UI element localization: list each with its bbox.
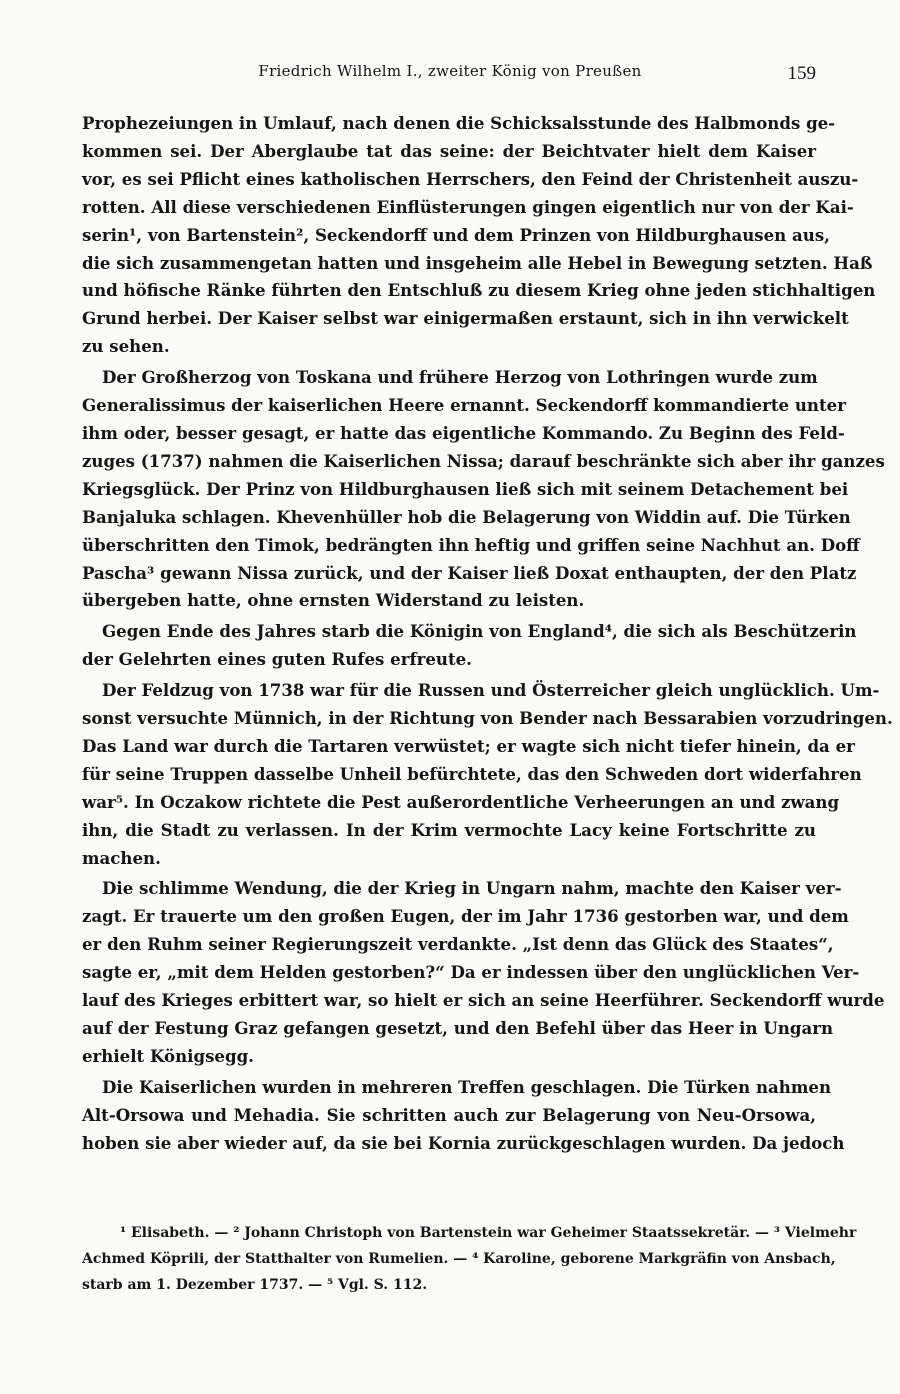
text-line: zagt. Er trauerte um den großen Eugen, der im Jahr 1736 gestorben war, und dem [82,906,849,927]
text-line: rotten. All diese verschiedenen Einflüsterungen gingen eigentlich nur von der Kai- [82,196,854,217]
paragraph [82,618,857,674]
text-line: der Gelehrten eines guten Rufes erfreute. [82,649,472,670]
text-line: war⁵. In Oczakow richtete die Pest außerordentliche Verheerungen an und zwang [82,791,840,812]
text-line: Der Feldzug von 1738 war für die Russen und Österreicher gleich unglücklich. Um- [102,680,880,701]
text-line: Generalissimus der kaiserlichen Heere ernannt. Seckendorff kommandierte unter [82,395,846,416]
text-line: Das Land war durch die Tartaren verwüstet; er wagte sich nicht tiefer hinein, da er [82,735,855,756]
text-line: Die Kaiserlichen wurden in mehreren Treffen geschlagen. Die Türken nahmen [102,1076,832,1097]
text-line: sagte er, „mit dem Helden gestorben?“ Da er indessen über den unglücklichen Ver- [82,962,860,983]
text-line: er den Ruhm seiner Regierungszeit verdankte. „Ist denn das Glück des Staates“, [82,934,834,955]
text-line: Banjaluka schlagen. Khevenhüller hob die Belagerung von Widdin auf. Die Türken [82,506,851,527]
text-line: überschritten den Timok, bedrängten ihn heftig und griffen seine Nachhut an. Doff [82,534,860,555]
text-line: serin¹, von Bartenstein², Seckendorff und dem Prinzen von Hildburghausen aus, [82,224,830,245]
paragraph [82,677,893,872]
text-line: zuges (1737) nahmen die Kaiserlichen Nissa; darauf beschränkte sich aber ihr ganzes [82,450,885,471]
paragraph [82,364,885,615]
text-line: Die schlimme Wendung, die der Krieg in Ungarn nahm, machte den Kaiser ver- [102,878,842,899]
text-line: ihn, die Stadt zu verlassen. In der Krim vermochte Lacy keine Fortschritte zu [82,819,816,840]
text-line: erhielt Königsegg. [82,1045,254,1066]
text-line: für seine Truppen dasselbe Unheil befürchtete, das den Schweden dort widerfahren [82,763,862,784]
text-line: übergeben hatte, ohne ernsten Widerstand zu leisten. [82,590,585,611]
paragraph [82,110,876,361]
footnote-line: ¹ Elisabeth. — ² Johann Christoph von Bartenstein war Geheimer Staatssekretär. — ³ Vielmehr [120,1225,857,1241]
text-line: Alt-Orsowa und Mehadia. Sie schritten auch zur Belagerung von Neu-Orsowa, [82,1104,816,1125]
text-line: kommen sei. Der Aberglaube tat das seine: der Beichtvater hielt dem Kaiser [82,140,816,161]
text-line: Pascha³ gewann Nissa zurück, und der Kaiser ließ Doxat enthaupten, der den Platz [82,562,857,583]
paragraph [82,875,885,1070]
text-line: machen. [82,847,161,868]
text-line: die sich zusammengetan hatten und insgeheim alle Hebel in Bewegung setzten. Haß [82,252,873,273]
text-line: Der Großherzog von Toskana und frühere Herzog von Lothringen wurde zum [102,367,818,388]
text-line: sonst versuchte Münnich, in der Richtung von Bender nach Bessarabien vorzudringen. [82,708,893,729]
body-text [82,110,893,1161]
text-line: Grund herbei. Der Kaiser selbst war einigermaßen erstaunt, sich in ihn verwickelt [82,308,849,329]
text-line: vor, es sei Pflicht eines katholischen Herrschers, den Feind der Christenheit auszu- [82,168,859,189]
text-line: lauf des Krieges erbittert war, so hielt er sich an seine Heerführer. Seckendorff wurde [82,990,885,1011]
footnote-line: Achmed Köprili, der Statthalter von Rumelien. — ⁴ Karoline, geborene Markgräfin von Ansbach, [82,1251,836,1267]
text-line: und höfische Ränke führten den Entschluß zu diesem Krieg ohne jeden stichhaltigen [82,280,876,301]
footnote-line: starb am 1. Dezember 1737. — ⁵ Vgl. S. 112. [82,1277,428,1293]
running-head: Friedrich Wilhelm I., zweiter König von Preußen [258,62,642,80]
text-line: Kriegsglück. Der Prinz von Hildburghausen ließ sich mit seinem Detachement bei [82,478,849,499]
text-line: Prophezeiungen in Umlauf, nach denen die Schicksalsstunde des Halbmonds ge- [82,113,836,133]
paragraph [82,1074,845,1158]
text-line: Gegen Ende des Jahres starb die Königin von England⁴, die sich als Beschützerin [102,621,857,642]
footnotes [82,1220,857,1298]
page-number: 159 [787,63,816,84]
text-line: ihm oder, besser gesagt, er hatte das eigentliche Kommando. Zu Beginn des Feld- [82,422,845,443]
text-line: auf der Festung Graz gefangen gesetzt, und den Befehl über das Heer in Ungarn [82,1018,834,1038]
text-line: hoben sie aber wieder auf, da sie bei Kornia zurückgeschlagen wurden. Da jedoch [82,1132,845,1153]
text-line: zu sehen. [82,336,170,357]
